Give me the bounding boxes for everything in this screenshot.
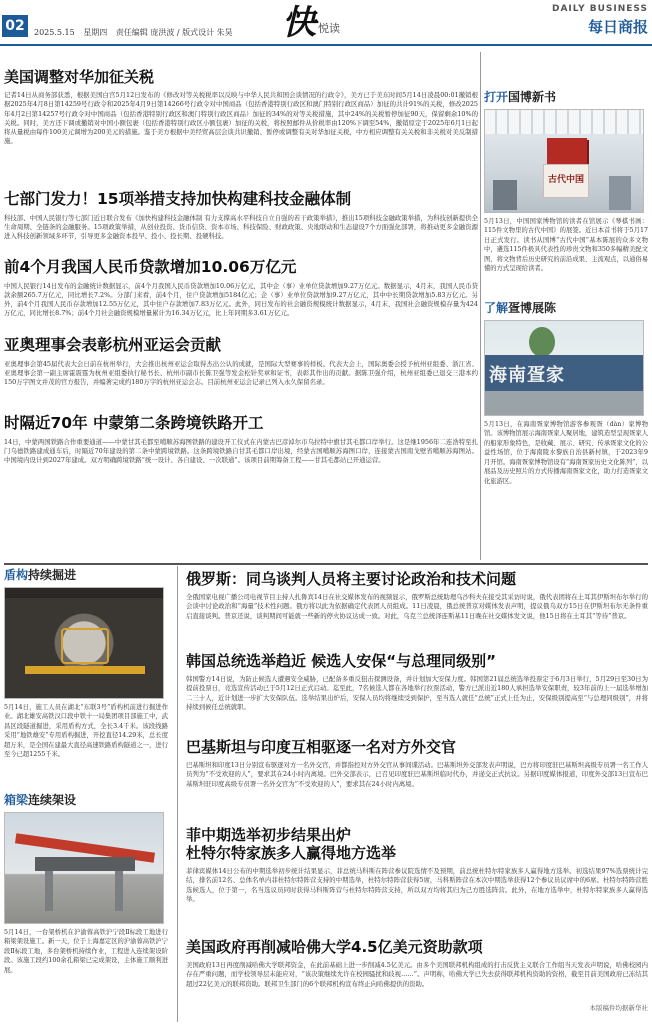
bottom-photo-column bbox=[4, 566, 168, 1022]
headline: 俄罗斯：同乌谈判人员将主要讨论政治和技术问题 bbox=[186, 570, 517, 588]
page-number: 02 bbox=[2, 15, 28, 37]
article-pakistan-india bbox=[186, 738, 648, 809]
paper-name-en: DAILY BUSINESS bbox=[551, 4, 648, 14]
book-cover-title: 古代中国 bbox=[547, 175, 584, 185]
photo-caption: 5月13日，在海南疍家博物馆游客参观疍（dàn）家博物馆。该博物馆展示海南疍家人聚居地，建筑造型呈现疍家人的船家形象特色，是收藏、展示、研究、传承疍家文化的公益性场馆，位于海南陵水黎族自治县新村镇，于2023年9月开馆。海南疍家博物馆设有“海南疍家历史文化陈列”，以展品及历史照片的方式传播海南疍家文化，助力打造疍家文化旅游区。 bbox=[484, 421, 648, 485]
museum-sign-text: 海南疍家 bbox=[489, 365, 565, 386]
article-rmb-loans bbox=[4, 258, 478, 330]
headline: 美国调整对华加征关税 bbox=[4, 68, 155, 86]
photo-caption: 5月14日，施工人员在湖北“东联3号”盾构机前进行掘进作业。湖北雄安高铁汉口段中铁十一局集团项目部施工中，武昌区段隧道掘进，采用盾构方式，全长3.4千米。该段线路采用“地铁雄安”专用盾构掘进，开挖直径14.29米，总长度超万米，是全国在建最大直径高速铁路盾构隧道之一，进行至今已超1255千米。 bbox=[4, 704, 168, 759]
article-korea-election bbox=[186, 652, 648, 723]
article-harvard-funding bbox=[186, 938, 648, 1012]
headline: 韩国总统选举趋近 候选人安保“与总理同级别” bbox=[186, 652, 496, 670]
section-brand bbox=[282, 4, 340, 42]
dateline bbox=[34, 27, 239, 38]
headline: 亚奥理事会表彰杭州亚运会贡献 bbox=[4, 336, 222, 354]
article-russia-ukraine bbox=[186, 570, 648, 641]
photo-kicker: 盾构持续掘进 bbox=[4, 568, 77, 582]
photo-sidebar bbox=[484, 88, 648, 570]
editor-credit: 责任编辑 庞洪波 / 版式设计 朱昊 bbox=[115, 28, 233, 37]
article-china-mongolia-railway bbox=[4, 414, 478, 486]
photo-kicker: 箱梁连续架设 bbox=[4, 793, 77, 807]
headline: 前4个月我国人民币贷款增加10.06万亿元 bbox=[4, 258, 297, 276]
date: 2025.5.15 bbox=[34, 28, 75, 37]
article-philippines-election bbox=[186, 826, 648, 913]
museum-exterior-photo bbox=[484, 320, 644, 416]
paper-name-cn: 每日商报 bbox=[587, 18, 648, 36]
article-body: 韩国警方14日说，为防止候选人遭遇安全威胁，已配备多重反狙击探测设备，并计划加大安保力度。韩国第21届总统选举投票定于6月3日举行，5月29日至30日为提前投票日，竞选宣传活动已于5月12日正式启动。迄至此，7名候选人都在各地举行拉票活动，警方已派出近180人承担选举安保职责，较3年前的上一届选举增加二三十人，近计划进一步扩大安保队伍。选举结果出炉后，安保人员均将继续受到保护，至当选人就任“总统”正式上任为止，安保级别提高至“与总理同级别”，并将持续到候任总统就职。 bbox=[186, 675, 648, 711]
photo-kicker: 了解疍博展陈 bbox=[484, 301, 557, 315]
article-us-tariff bbox=[4, 68, 478, 165]
headline: 菲中期选举初步结果出炉 杜特尔特家族多人赢得地方选举 bbox=[186, 826, 397, 862]
photo-caption: 5月14日，一台架桥机在沪渝蓉高铁沪宁段Ⅱ标段工地进行箱梁架设施工。新一天，位于上海嘉定区的沪渝蓉高铁沪宁段Ⅱ标段工地，多台架桥机持续作业，工程进入连续架设阶段。该施工段约100余孔箱梁已完成架设，主体施工顺利进展。 bbox=[4, 929, 168, 974]
world-news-column bbox=[186, 566, 648, 1022]
tunnel-boring-photo bbox=[4, 587, 164, 699]
article-body: 科技部、中国人民银行等七部门近日联合发布《加快构建科技金融体制 有力支撑高水平科技自立自强的若干政策举措》，推出15项科技金融政策举措，为科技创新提供全生命周期、全链条的金融服务。15项政策举措，从创业投资、货币信贷、资本市场、科技保险、财政政策、央地联动和生态建设7个方面强化部署，将推动更多金融资源进入科技创新领域多环节，引导更多金融资本投早、投小、投长期、投硬科技。 bbox=[4, 213, 478, 241]
article-body: 记者14日从商务部获悉，根据美国白宫5月12日发布的《修改对等关税税率以反映与中华人民共和国会谈情况的行政令》，美方已于美东时间5月14日凌晨00:01撤销根据2025年4月8日第14259号行政令和2025年4月9日第14266号行政令对中国商品（包括香港特别行政区和澳门特别行政区商品）加征的共计91%的关税，修改2025年4月2日第14257号行政令对中国商品（包括香港特别行政区和澳门特别行政区商品）加征的34%的对等关税措施，其中24%的关税暂停加征90天，保留剩余10%的关税。同时，美方还下调或撤销对中国小额包裹（包括香港特别行政区小额包裹）加征的关税，将按照邮件从价税率由120%下调至54%，撤销原定于2025年6月1日起将从量税由每件100美元调增为200美元的措施。鉴于美方根据中美经贸高层会谈共识撤销、暂停或调整有关对华加征关税，中方相应调整有关关税和非关税对美反制措施。 bbox=[4, 91, 478, 146]
weekday: 星期四 bbox=[83, 28, 108, 37]
headline: 时隔近70年 中蒙第二条跨境铁路开工 bbox=[4, 414, 264, 432]
article-body: 菲律宾媒体14日公布的中期选举初步统计结果显示，菲总统马科斯在阵营参议院选情不及预期，前总统杜特尔特家族多人赢得地方选举。初选结果97%选票统计完结，排名前12名、总体名单内菲杜特尔特阵营支持的中期选举，杜特尔特阵营获得5席，马科斯阵营在本次中期选举获得12个参议员议席中的6席。杜特尔特阵营胜选候选人，位于第一，名当选议员同时获得马科斯阵营与杜特尔特阵营支持，所以双方均将其归为己方胜选阵营。此外，在地方选举中，杜特尔特家族多人赢得选举。 bbox=[186, 867, 648, 903]
article-asian-games bbox=[4, 336, 478, 408]
article-body: 14日，中蒙两国铁路合作重要通道——中蒙甘其毛都至噶顺苏海图铁路的建设开工仪式在内蒙古巴彦淖尔市乌拉特中旗甘其毛都口岸举行。这是继1956年二连浩特至扎门乌德铁路建成通车后，时隔近70年建设的第二条中蒙跨境铁路。这条跨境铁路自甘其毛都口岸出境，经蒙古国噶顺苏海图口岸，连接蒙古国南戈壁省噶顺苏海图站。中国境内设计到2027年建成。双方明确跨境铁路“统一设计、各自建设、一次联通”。该项目前期筹备工程——甘其毛都站已开通运营。 bbox=[4, 437, 478, 465]
photo-kicker: 打开国博新书 bbox=[484, 90, 557, 104]
article-tech-finance bbox=[4, 190, 478, 254]
brand-big: 快 bbox=[282, 3, 316, 43]
article-body: 中国人民银行14日发布的金融统计数据显示，前4个月我国人民币贷款增加10.06万亿元，其中企（事）业单位贷款增加9.27万亿元。数据显示，4月末，我国人民币贷款余额265.7万亿元，同比增长7.2%。分部门来看，前4个月，住户贷款增加5184亿元；企（事）业单位贷款增加9.27万亿元，其中中长期贷款增加5.83万亿元。另外，前4个月我国人民币存款增加12.55万亿元，其中住户存款增加7.83万亿元。此外，同日发布的社会融资规模统计数据显示，4月末，我国社会融资规模存量为424万亿元，同比增长8.7%；前4个月社会融资规模增量累计为16.34万亿元，比上年同期多3.61万亿元。 bbox=[4, 281, 478, 318]
article-body: 美国政府13日再度削减哈佛大学联邦资金，在此前基础上进一步削减4.5亿美元。由多个美国联邦机构组成的打击反犹主义联合工作组当天发表声明说，哈佛校园内存在严重问题，而学校领导层未能应对，“该决策继续允许在校园骚扰和歧视……”。声明称，哈佛大学已失去获得联邦机构资助的资格，截至目前美国政府已冻结其超过22亿美元的联邦资助。联邦卫生部门的6个联邦机构宣布终止向哈佛提供的资助。 bbox=[186, 961, 648, 988]
article-body: 巴基斯坦和印度13日分别宣布驱逐对方一名外交官，并都指控对方外交官从事间谍活动。巴基斯坦外交部发表声明说，巴方将印度驻巴基斯坦高级专员署一名工作人员列为“不受欢迎的人”，要求其在24小时内离境。巴外交部表示，已召见印度驻巴基斯坦临时代办，并递交正式抗议。另据印度媒体报道，印度外交部13日宣布巴基斯坦驻印度高级专员署一名外交官为“不受欢迎的人”，要求其在24小时内离境。 bbox=[186, 761, 648, 788]
article-body: 亚奥理事会第45届代表大会日前在杭州举行，大会推出杭州亚运会取得杰出公认的成就，是国际大型赛事的样板。代表大会上，国际奥委会授予杭州亚组委、浙江省、亚奥理事会第一副主席霍震霆为杭州亚组委执行秘书长、杭州市副市长陈卫强等发金松针奖章和证书，表彰其作出的贡献。据陈卫强介绍，杭州亚组委已退交三港本约150万字图文并茂的官方报告，并编著完成约180万字的杭州亚运会志。目前杭州亚运会记录已列入永久保留名录。 bbox=[4, 359, 478, 387]
brand-small: 悦读 bbox=[318, 22, 340, 35]
museum-book-photo bbox=[484, 109, 644, 213]
bridge-girder-photo bbox=[4, 812, 164, 924]
main-news-column bbox=[4, 52, 478, 564]
page-footnote: 本版稿件均据新华社 bbox=[589, 1004, 648, 1012]
headline: 巴基斯坦与印度互相驱逐一名对方外交官 bbox=[186, 738, 457, 756]
headline: 七部门发力！15项举措支持加快构建科技金融体制 bbox=[4, 190, 352, 208]
section-divider bbox=[4, 563, 648, 565]
column-divider bbox=[177, 566, 178, 1022]
headline: 美国政府再削减哈佛大学4.5亿美元资助款项 bbox=[186, 938, 483, 956]
bottom-area bbox=[4, 566, 648, 1022]
page-header bbox=[0, 0, 652, 46]
column-divider bbox=[480, 52, 481, 560]
article-body: 全俄国家电视广播公司电视节目主持人扎鲁宾14日在社交媒体发布的视频显示，俄罗斯总统助理乌沙科夫在接受其采访时说，俄代表团将在土耳其伊斯坦布尔举行的会谈中讨论政治和“海量”技术性问题。俄方将以此为依据确定代表团人员组成。11日凌晨，俄总统普京对媒体发表声明，提议俄乌双方15日在伊斯坦布尔无条件重启直接谈判。普京还说，谈判期间可能就一些新的停火协议达成一致。对此，乌克兰总统泽连斯基11日晚在社交媒体发文说，他15日将在土耳其“等待”普京。 bbox=[186, 593, 648, 620]
photo-caption: 5月13日，中国国家博物馆的读者在馆展示《琴棋书画：115件文物里的古代中国》的展签。近日本首书将于5月17日正式发行。读书从国博“古代中国”基本陈展的众多文物中，遴选115件极具代表性的珍贵文物和350多幅精美配文图，将文物背后历史研究的前沿成果、主流观点，以通俗易懂的方式呈现给读者。 bbox=[484, 218, 648, 273]
